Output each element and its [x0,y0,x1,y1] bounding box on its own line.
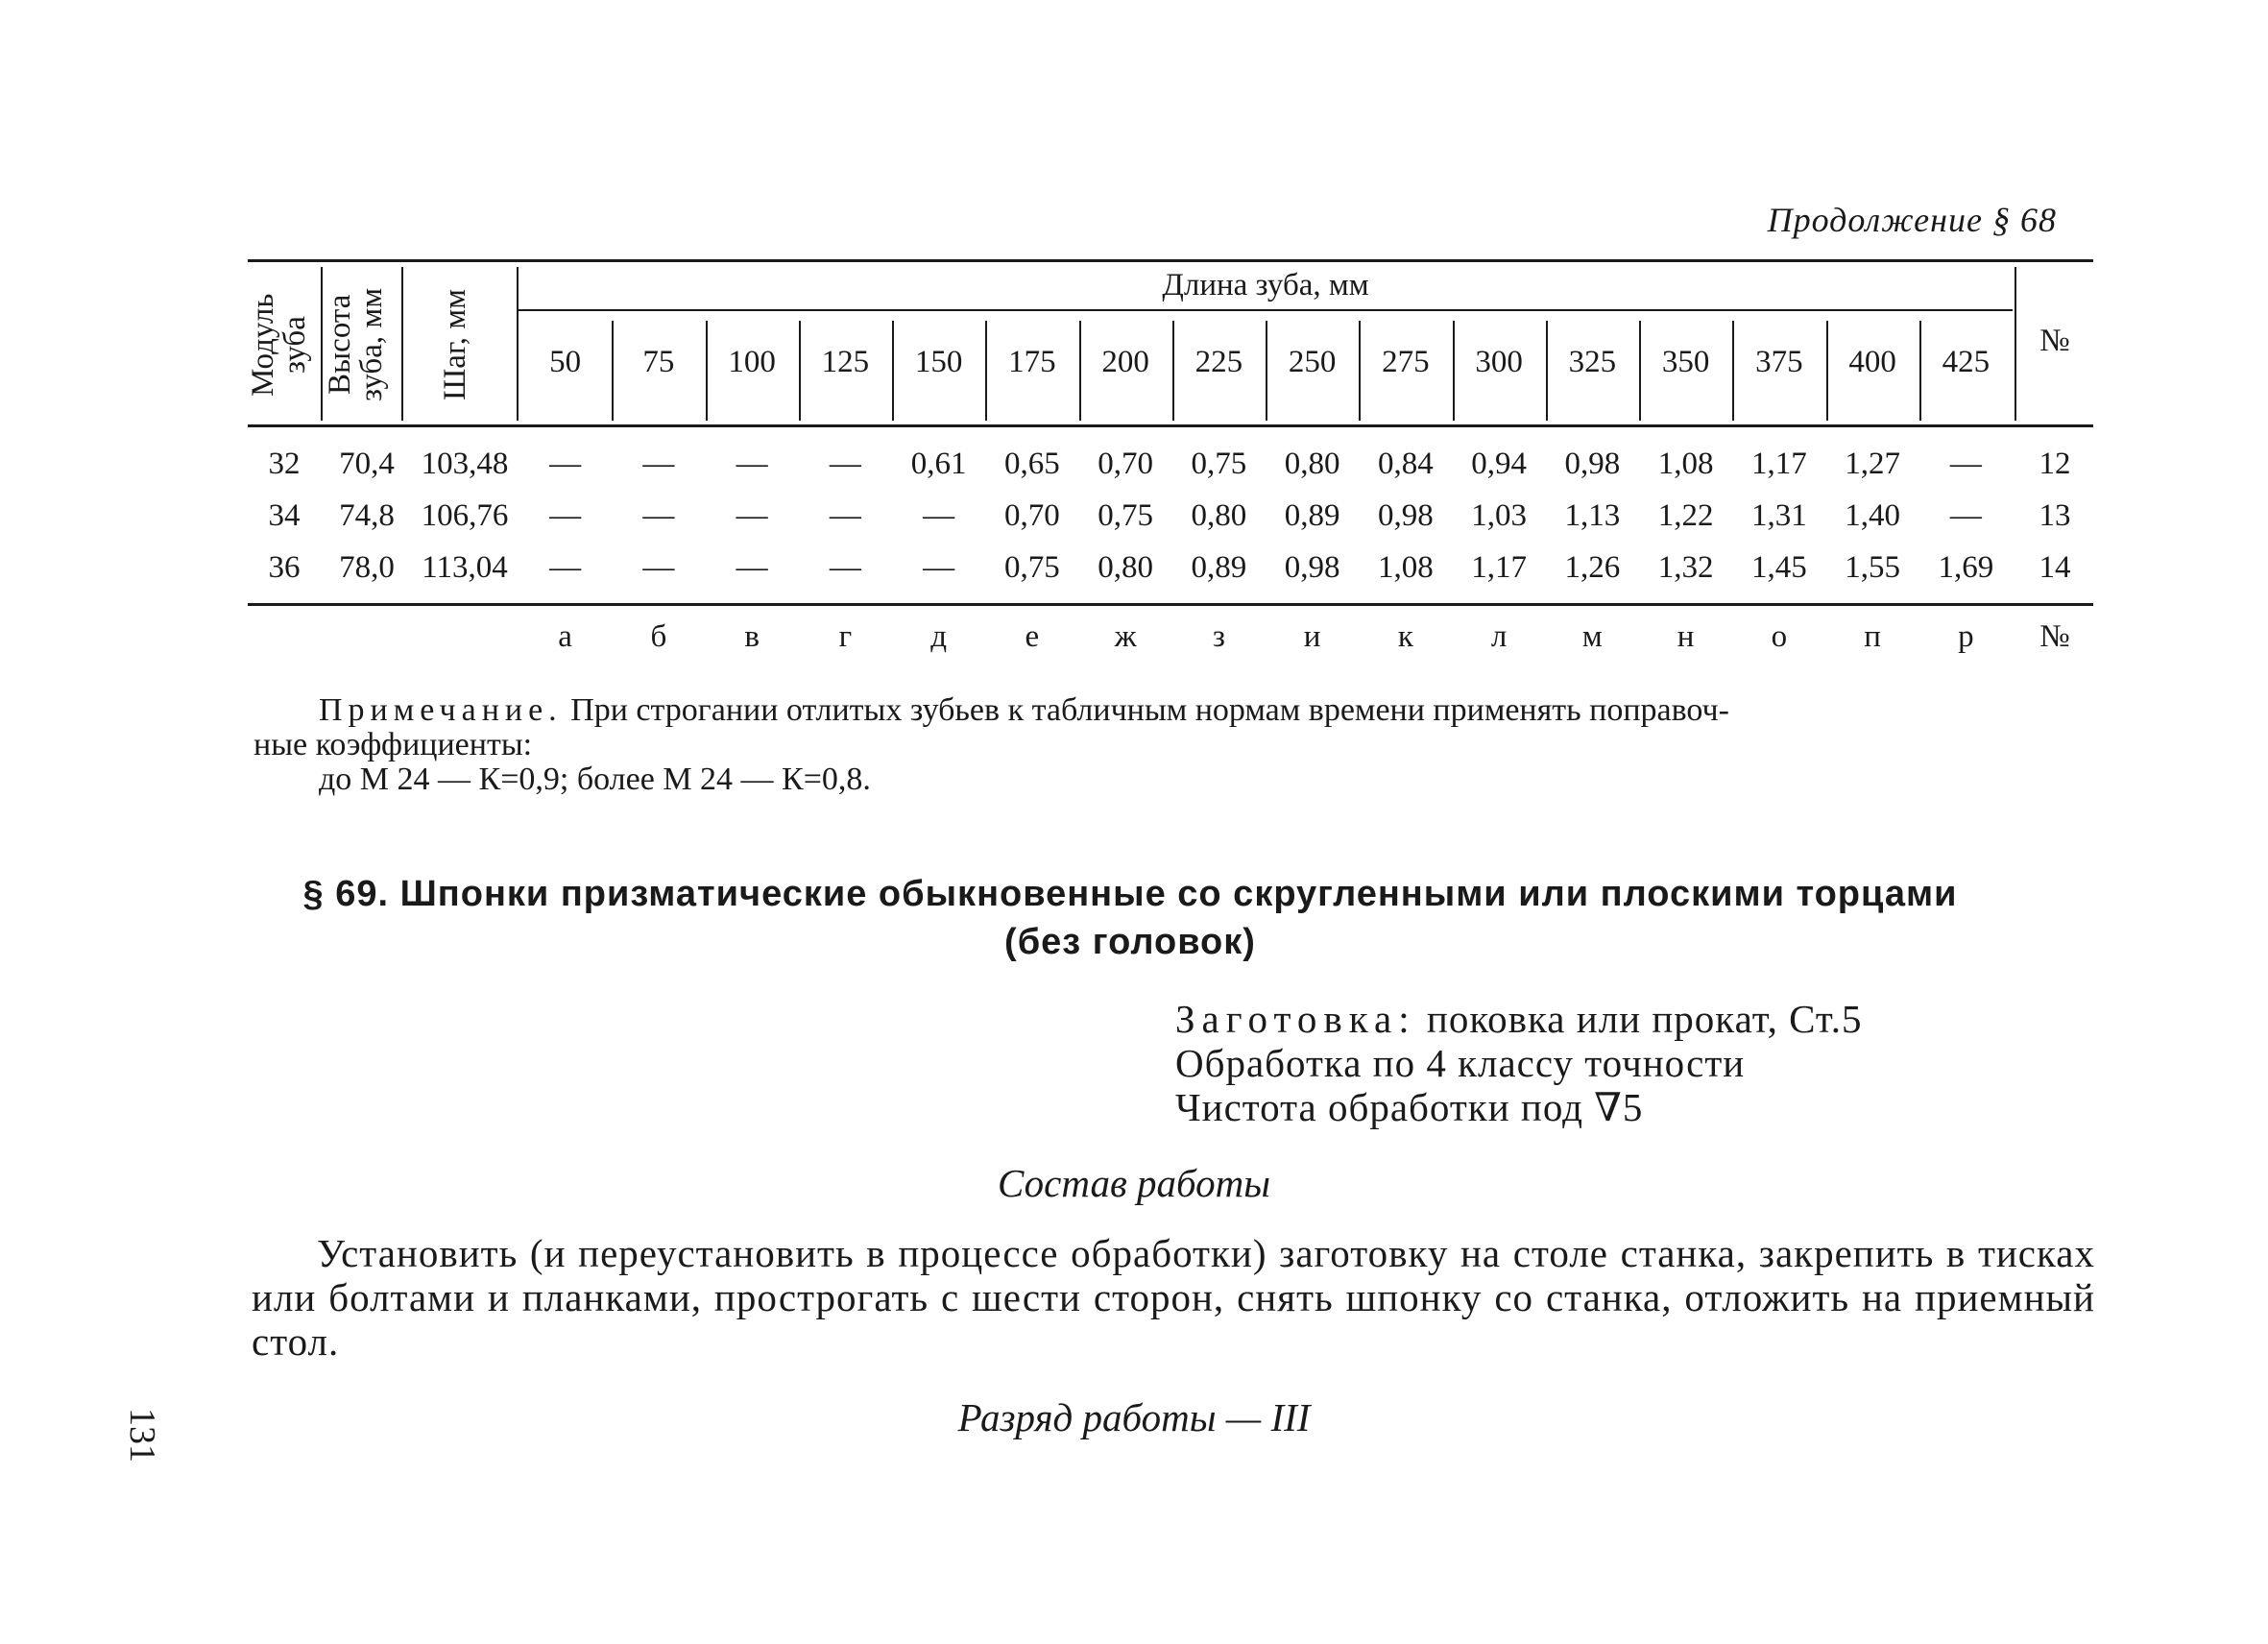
cell-height: 70,4 [339,447,395,481]
cell-value: 1,27 [1845,447,1900,481]
cell-value: — [736,447,768,481]
column-letter: п [1864,619,1881,654]
column-letter: р [1958,619,1974,654]
length-header: 275 [1382,345,1430,379]
norms-table [246,259,2093,654]
column-separator [985,321,987,421]
cell-value: 1,69 [1938,550,1994,585]
column-separator [1546,321,1548,421]
cell-value: 0,80 [1284,447,1340,481]
cell-value: 1,32 [1657,550,1714,585]
header-tooth-length: Длина зуба, мм [1162,268,1369,302]
cell-value: 0,75 [1098,498,1153,533]
cell-value: 0,98 [1564,447,1621,481]
length-header: 375 [1755,345,1803,379]
cell-value: 0,75 [1191,447,1247,481]
cell-no: 12 [2039,447,2071,481]
cell-value: — [923,498,955,533]
length-header: 250 [1288,345,1337,379]
cell-value: 0,98 [1284,550,1340,585]
length-header: 150 [914,345,963,379]
cell-value: — [642,447,675,481]
length-header: 425 [1942,345,1991,379]
cell-value: 0,80 [1098,550,1153,585]
cell-height: 78,0 [339,550,395,585]
cell-value: 1,03 [1471,498,1527,533]
cell-no: 14 [2039,550,2071,585]
blank-label: Заготовка: [1175,997,1416,1041]
length-header: 300 [1475,345,1523,379]
cell-no: 13 [2039,498,2071,533]
cell-value: 1,17 [1471,550,1527,585]
cell-value: — [736,550,768,585]
cell-value: 0,89 [1284,498,1340,533]
column-separator [1079,321,1081,421]
header-pitch: Шаг, мм [438,289,472,401]
note-text-3: до М 24 — К=0,9; более М 24 — К=0,8. [319,762,871,797]
column-letter: б [650,619,667,654]
cell-value: 1,26 [1564,550,1621,585]
column-separator [612,321,614,421]
cell-value: — [1949,447,1982,481]
column-letter: е [1025,619,1040,654]
cell-value: — [642,550,675,585]
length-header: 175 [1008,345,1056,379]
page-number: 131 [122,1408,162,1463]
cell-value: — [549,447,582,481]
length-header: 100 [728,345,776,379]
column-letter: а [558,619,572,654]
blank-line-2: Обработка по 4 классу точности [1175,1041,1746,1085]
cell-value: 0,89 [1191,550,1247,585]
work-heading: Состав работы [998,1161,1270,1205]
cell-value: 0,80 [1191,498,1247,533]
cell-value: — [736,498,768,533]
work-grade: Разряд работы — III [957,1395,1311,1439]
length-header: 350 [1661,345,1710,379]
note [253,692,2095,797]
column-separator [1732,321,1734,421]
section-title [252,870,2009,966]
cell-value: — [1949,498,1982,533]
length-header: 225 [1194,345,1243,379]
cell-value: 1,17 [1751,447,1807,481]
column-separator [1266,321,1267,421]
cell-value: 0,75 [1004,550,1060,585]
column-letter: л [1490,619,1508,654]
blank-specs [1175,997,1862,1129]
cell-value: — [642,498,675,533]
column-separator [1453,321,1455,421]
column-letter: к [1397,619,1413,654]
cell-value: — [549,550,582,585]
cell-value: — [549,498,582,533]
note-label: Примечание. [319,692,563,728]
cell-value: 0,94 [1471,447,1527,481]
column-letter: в [744,619,760,654]
note-text-1: При строгании отлитых зубьев к табличным нормам времени применять поправоч- [562,692,1729,728]
length-header: 200 [1101,345,1149,379]
cell-value: — [829,498,861,533]
cell-value: 1,08 [1657,447,1714,481]
cell-pitch: 103,48 [421,447,509,481]
column-separator [1359,321,1361,421]
blank-line-3: Чистота обработки под ∇5 [1175,1085,1644,1129]
header-no: № [2039,324,2070,358]
column-separator [1639,321,1641,421]
column-letter: и [1303,619,1321,654]
column-letter: г [838,619,853,654]
cell-pitch: 106,76 [421,498,509,533]
cell-value: 0,84 [1378,447,1434,481]
section-title-line-1: § 69. Шпонки призматические обыкновенные со скругленными или плоскими торцами [302,874,1958,914]
column-separator [1826,321,1828,421]
continuation-label: Продолжение § 68 [1767,201,2057,239]
cell-value: 0,70 [1004,498,1060,533]
column-letter: д [930,619,948,654]
cell-value: 1,45 [1751,550,1807,585]
note-text-2: ные коэффициенты: [253,727,533,762]
cell-value: 1,13 [1564,498,1621,533]
column-letter: м [1581,619,1603,654]
length-header: 400 [1848,345,1896,379]
column-letter: № [2039,619,2070,654]
cell-value: 0,65 [1004,447,1060,481]
cell-value: — [829,550,861,585]
column-letter: з [1212,619,1225,654]
column-letter: н [1677,619,1695,654]
cell-value: — [923,550,955,585]
cell-module: 32 [268,447,301,481]
cell-value: 1,08 [1378,550,1434,585]
cell-value: 0,61 [910,447,967,481]
length-header: 125 [821,345,870,379]
cell-value: 1,31 [1751,498,1807,533]
column-separator [1919,321,1921,421]
cell-value: 1,40 [1845,498,1900,533]
cell-value: 0,98 [1378,498,1434,533]
length-header: 75 [642,345,675,379]
cell-module: 36 [268,550,301,585]
column-separator [1172,321,1174,421]
column-separator [892,321,894,421]
column-separator [706,321,708,421]
work-text: Установить (и переустановить в процессе обработки) заготовку на столе станка, закрепить в тисках или болтами и планками, прострогать с шести сторон, снять шпонку со станка, отложить на приемный стол. [252,1231,2095,1364]
cell-height: 74,8 [339,498,395,533]
cell-value: 1,22 [1657,498,1714,533]
column-separator [799,321,801,421]
length-header: 325 [1568,345,1617,379]
column-letter: о [1771,619,1788,654]
cell-value: 0,70 [1098,447,1153,481]
cell-value: — [829,447,861,481]
header-module: Модуль зуба [246,293,312,397]
blank-value: поковка или прокат, Ст.5 [1415,997,1863,1041]
header-height: Высота зуба, мм [323,287,389,402]
cell-value: 1,55 [1845,550,1900,585]
section-title-line-2: (без головок) [1004,922,1256,962]
column-letter: ж [1114,619,1137,654]
cell-pitch: 113,04 [422,550,508,585]
cell-module: 34 [268,498,301,533]
length-header: 50 [549,345,582,379]
